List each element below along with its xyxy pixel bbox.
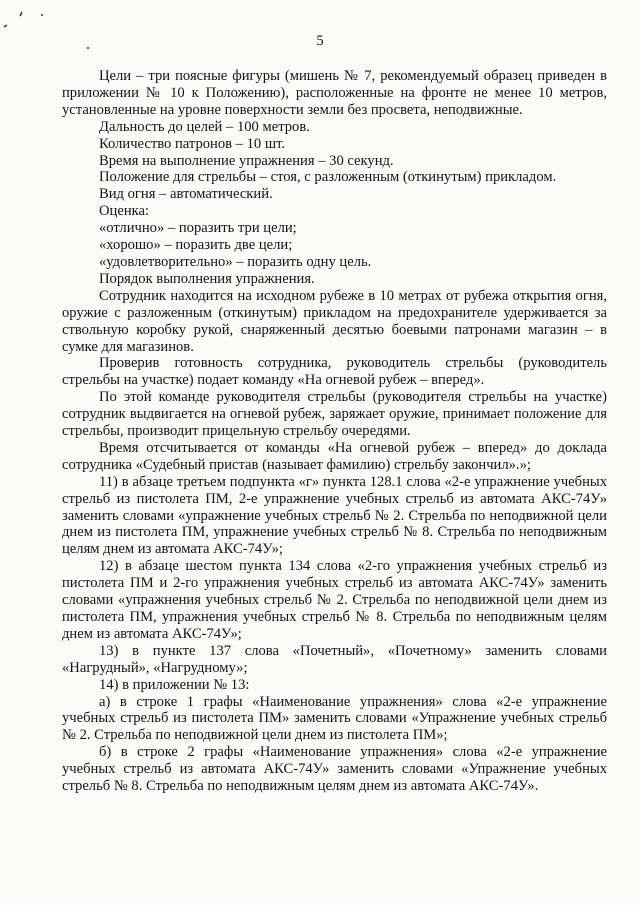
paragraph: Дальность до целей – 100 метров. [99, 118, 310, 135]
paragraph: б) в строке 2 графы «Наименование упражнения» слова «2-е упражнение учебных стрельб из автомата АКС-74У» заменить словами «Упражнение учебных стрельб № 8. Стрельба по неподвижным целям днем из автомата АКС-74У». [62, 744, 607, 795]
scan-speck [4, 25, 7, 27]
paragraph: Вид огня – автоматический. [99, 186, 273, 203]
paragraph: Время на выполнение упражнения – 30 секунд. [99, 152, 394, 169]
paragraph: 11) в абзаце третьем подпункта «г» пункта 128.1 слова «2-е упражнение учебных стрельб из пистолета ПМ, 2-е упражнение учебных стрельб из автомата АКС-74У» заменить словами «упражнение учебных стрельб № 2. Стрельба по неподвижной цели днем из пистолета ПМ, упражнение учебных стрельб № 8. Стрельба по неподвижным целям днем из автомата АКС-74У»; [62, 473, 607, 558]
paragraph: «отлично» – поразить три цели; [99, 220, 297, 237]
paragraph: 12) в абзаце шестом пункта 134 слова «2-го упражнения учебных стрельб из пистолета ПМ и 2-го упражнения учебных стрельб из автомата АКС-74У» заменить словами «упражнения учебных стрельб № 2. Стрельба по неподвижной цели днем из пистолета ПМ, упражнения учебных стрельб № 8. Стрельба по неподвижным целям днем из автомата АКС-74У»; [62, 558, 607, 642]
scan-artifacts [0, 0, 640, 60]
paragraph: «удовлетворительно» – поразить одну цель. [99, 253, 372, 270]
paragraph: Время отсчитывается от команды «На огневой рубеж – вперед» до доклада сотрудника «Судебный пристав (называет фамилию) стрельбу закончил».»; [62, 439, 607, 473]
scan-speck [41, 14, 43, 16]
paragraph: Цели – три поясные фигуры (мишень № 7, рекомендуемый образец приведен в приложении № 10 к Положению), расположенные на фронте не менее 10 метров, установленные на уровне поверхности земли без просвета, неподвижные. [62, 68, 607, 118]
paragraph: Порядок выполнения упражнения. [99, 270, 315, 287]
paragraph: а) в строке 1 графы «Наименование упражнения» слова «2-е упражнение учебных стрельб из пистолета ПМ» заменить словами «Упражнение учебных стрельб № 2. Стрельба по неподвижной цели днем из пистолета ПМ»; [62, 693, 607, 744]
paragraph: Проверив готовность сотрудника, руководитель стрельбы (руководитель стрельбы на участке) подает команду «На огневой рубеж – вперед». [62, 355, 607, 389]
document-body [62, 68, 607, 795]
paragraph: 14) в приложении № 13: [99, 676, 250, 693]
paragraph: Положение для стрельбы – стоя, с разложенным (откинутым) прикладом. [99, 169, 557, 186]
scan-speck [20, 12, 22, 16]
paragraph: Количество патронов – 10 шт. [99, 135, 286, 152]
paragraph: Сотрудник находится на исходном рубеже в 10 метрах от рубежа открытия огня, оружие с разложенным (откинутым) прикладом на предохранителе удерживается за ствольную коробку рукой, снаряженный десятью боевыми патронами магазин – в сумке для магазинов. [62, 287, 607, 355]
paragraph: По этой команде руководителя стрельбы (руководителя стрельбы на участке) сотрудник выдвигается на огневой рубеж, заряжает оружие, принимает положение для стрельбы, производит прицельную стрельбу очередями. [62, 389, 607, 440]
page-number: 5 [316, 33, 324, 49]
paragraph: 13) в пункте 137 слова «Почетный», «Почетному» заменить словами «Нагрудный», «Нагрудному»; [62, 642, 607, 676]
paragraph: «хорошо» – поразить две цели; [99, 237, 293, 254]
paragraph: Оценка: [99, 203, 150, 220]
